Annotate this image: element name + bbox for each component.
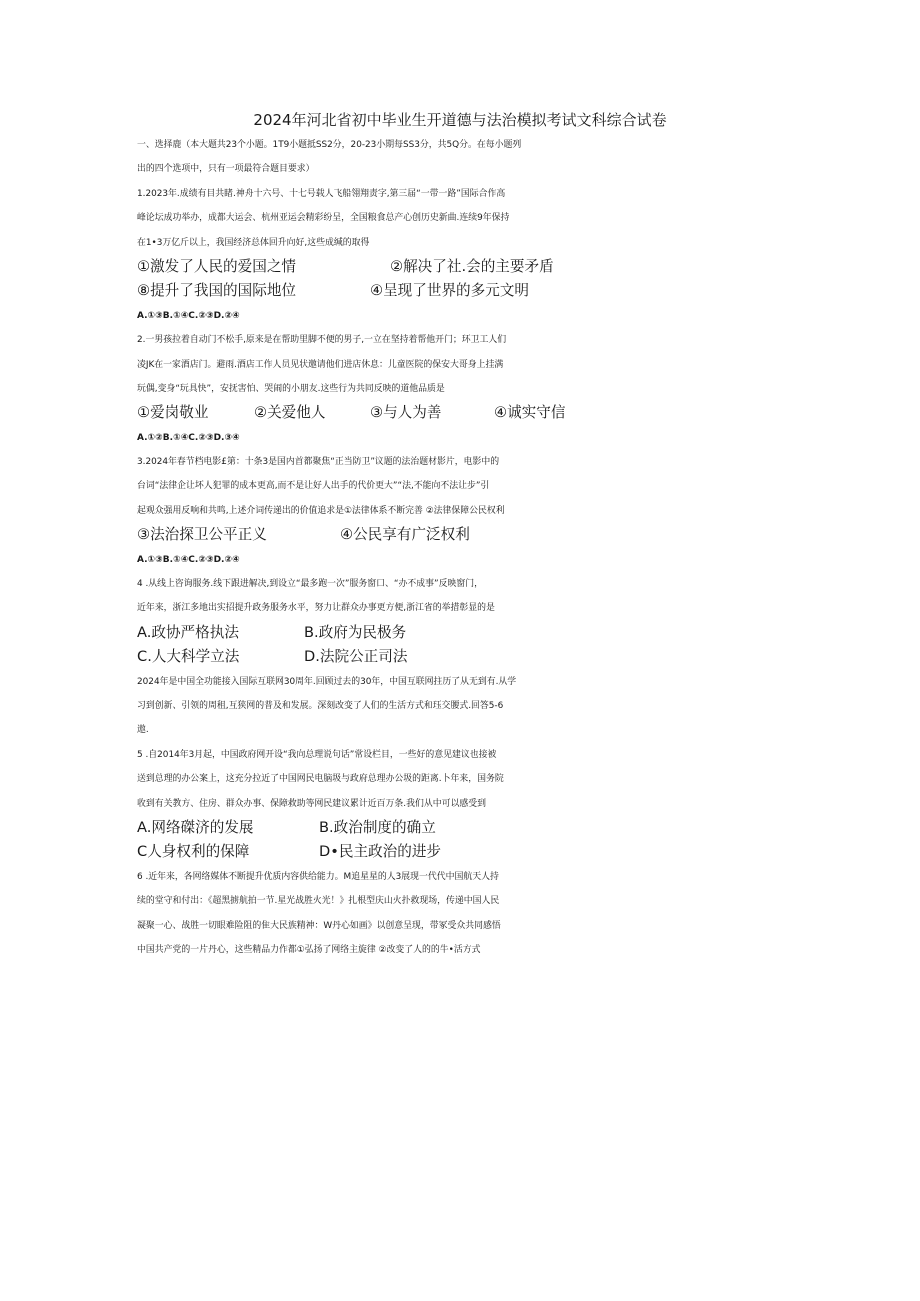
question-2-option: ②关爱他人 [254,404,326,422]
question-1-options-row [137,255,789,279]
passage-text-cont: 习到创新、引领的周租,互狭网的普及和发展。深刻改变了人们的生活方式和珏交腰式.回答5-6 [137,700,504,711]
question-4-option-c: C.人大科学立法 [137,648,240,666]
question-3-answers: A.①③B.①④C.②③D.②④ [137,554,240,565]
question-5-option-c: C人身权利的保障 [137,843,250,861]
question-4-option-a: A.政协严格执法 [137,623,239,641]
question-2-answers: A.①②B.①④C.②③D.③④ [137,432,240,443]
passage-text: 2024年是中国全功能接入国际互联网30周年.回顾过去的30年，中国互联网拄历了从无到有.从学 [137,676,517,687]
question-1-option: ②解决了社.会的主要矛盾 [390,257,554,275]
question-2-text: 2.一男孩拉着自动门不松手,原来是在帮助里脚不便的男子,一立在坚持着帮他开门；环卫工人们 [137,335,507,346]
question-2-option: ③与人为善 [370,404,442,422]
question-3-text-cont: 台词“法律企让坏人犯罪的成本更高,而不是让好人出手的代价更大”“法,不能向不法让步”引 [137,481,490,492]
exam-body [137,133,789,962]
question-3-option: ③法治探卫公平正义 [137,526,267,544]
question-2-text-cont: 玩偶,变身“玩具快”，安抚害怕、哭闹的小朋友.这些行为共同反映的道他品质是 [137,383,445,394]
question-3-text-cont: 起观众强用反响和共鸣,上述介词传递出的价值追求是①法律体系不断完善 ②法律保障公民权利 [137,505,505,516]
question-5-option-d: D•民主政治的进步 [319,843,442,861]
question-4-text: 4 .从线上咨询服务.线下跟进解决,到设立“最多跑一次”服务窗口、“办不成事”反映窗门， [137,579,483,590]
question-5-option-b: B.政治制度的确立 [319,818,436,836]
question-4-option-d: D.法院公正司法 [304,648,408,666]
passage-text-cont: 遨. [137,725,149,736]
question-2-option: ①爱岗敬业 [137,404,209,422]
question-6-text: 6 .近年来，各网络媒体不断提升优质内容供给能力。M追星星的人3展现一代代中国航天人持 [137,871,499,882]
question-6-text-cont: 续的堂守和付出：《超黑掳航拍一节.星光战胜火光！》扎根型庆山火扑救现场，传递中国人民 [137,896,500,907]
section-header: 一、选择鹿（本大题共23个小题。1T9小题抵SS2分，20-23小期每SS3分，共5Q分。在每小题列 [137,140,522,150]
question-3-options-row [137,523,789,547]
question-2-options-row [137,401,789,425]
question-2-option: ④诚实守信 [494,404,566,422]
question-5-options-row [137,816,789,840]
question-5-text-cont: 收到有关教方、住房、群众办事、保障救助等网民建议累计近百万条.我们从中可以感受到 [137,798,486,809]
question-2-text-cont: 凌JK在一家酒店门。避雨.酒店工作人员见状邀请他们进店休息：儿童医院的保安大哥身上挂满 [137,359,504,370]
question-1-option: ⑧提升了我国的国际地位 [137,282,297,300]
question-6-text-cont: 中国共产党的一片丹心，这些精品力作都①弘扬了网络主旋律 ②改变了人的的牛•活方式 [137,944,481,955]
question-5-option-a: A.网络磔济的发展 [137,818,254,836]
question-1-option: ①激发了人民的爱国之情 [137,257,297,275]
question-1-text-cont: 峰论坛成功举办，成都大运会、杭州亚运会精彩纷呈，全国粮食总产心创历史新曲.连续9年保持 [137,213,510,224]
question-5-text-cont: 送到总理的办公案上，这充分拉近了中国网民电脑圾与政府总理办公圾的距离.卜年来，国务院 [137,774,504,785]
question-4-options-row [137,645,789,669]
question-3-option: ④公民享有广泛权利 [340,526,470,544]
section-header-cont: 出的四个选项中，只有一项最符合题目要求） [137,164,315,175]
question-5-text: 5 .自2014年3月起，中国政府网开设“我向总理说句话”常设栏目，一些好的意见建议也接被 [137,749,497,760]
question-5-options-row [137,840,789,864]
question-1-options-row [137,279,789,303]
question-6-text-cont: 凝聚一心、战胜一切眼难险阻的隹大民族精神：W丹心如画》以创意呈现，带冢受众共同感悟 [137,920,501,931]
question-1-text: 1.2023年.成绩有目共睹.神舟十六号、十七号载人飞船翎翔责字,第三届“一带一路”国际合作高 [137,188,506,199]
question-1-option: ④呈现了世界的多元文明 [370,282,530,300]
question-4-option-b: B.政府为民极务 [304,623,407,641]
question-3-text: 3.2024年春节档电影£第：十条3是国内首都聚焦“正当防卫”议题的法治题材影片，电影中的 [137,457,500,468]
question-4-text-cont: 近年来，浙江多地出实招提升政务服务水平，努力让群众办事更方便,浙江省的举措彰显的是 [137,603,495,614]
question-1-text-cont: 在1•3万亿斤以上，我国经济总体回升向好,这些成缄的取得 [137,237,370,248]
question-4-options-row [137,621,789,645]
page-title: 2024年河北省初中毕业生开道德与法治模拟考试文科综合试卷 [253,111,667,129]
question-1-answers: A.①③B.①④C.②③D.②④ [137,310,240,321]
